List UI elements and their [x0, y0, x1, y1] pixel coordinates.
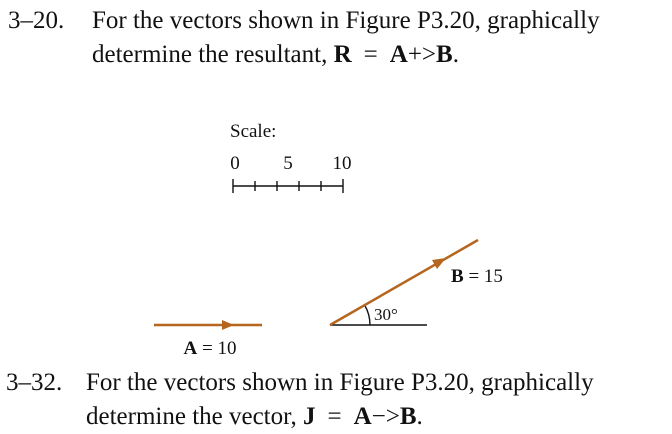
scale-tick-label-10: 10	[332, 153, 352, 174]
problem-text-prefix: determine the resultant,	[92, 41, 334, 68]
problem-text-line1: For the vectors shown in Figure P3.20, graphically	[86, 369, 594, 396]
equation-vector-a: A	[389, 41, 408, 68]
vector-b-label: B = 15	[451, 266, 503, 287]
scale-tick-label-5: 5	[283, 153, 293, 174]
scale-tick-label-0: 0	[230, 153, 240, 174]
scale-label: Scale:	[230, 121, 277, 142]
problem-text-prefix: determine the vector,	[86, 403, 303, 430]
problem-text-line1: For the vectors shown in Figure P3.20, graphically	[92, 7, 600, 34]
equation-lhs: J	[302, 403, 316, 430]
problem-number: 3–20.	[8, 7, 65, 34]
equation-vector-b: B	[399, 403, 417, 430]
problem-text-line2	[86, 400, 423, 434]
equation-end: .	[452, 41, 459, 68]
equation-vector-a: A	[353, 403, 372, 430]
equation-lhs: R	[333, 41, 352, 68]
equation-vector-b: B	[436, 41, 453, 68]
equation-operator: +>	[407, 41, 437, 68]
equation-equals: =	[327, 403, 342, 430]
angle-label: 30°	[374, 305, 398, 324]
angle-arc	[365, 305, 370, 325]
equation-operator: −>	[371, 403, 400, 430]
equation-equals: =	[363, 41, 378, 68]
vector-a-arrowhead	[222, 320, 234, 330]
scale-bar	[233, 179, 343, 193]
vector-a-label: A = 10	[183, 338, 237, 359]
problem-number: 3–32.	[6, 369, 63, 396]
equation-end: .	[416, 403, 423, 430]
vector-b-arrowhead	[432, 258, 446, 269]
